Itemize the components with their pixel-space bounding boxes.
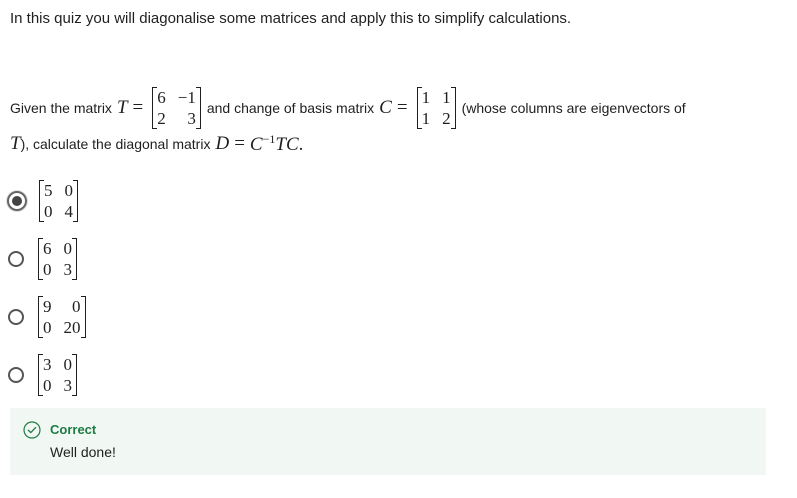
radio-unselected-icon[interactable] [8,251,24,267]
question-part-1: Given the matrix [10,100,112,116]
check-circle-icon [23,421,41,439]
T-matrix-entry: 2 [157,109,166,128]
option-matrix[interactable] [38,238,77,280]
equals-sign: = [132,97,144,118]
T-symbol: T [116,97,128,118]
option-matrix-entry: 0 [43,318,52,337]
C-matrix-entry: 1 [421,109,431,128]
option-matrix-entry: 0 [44,202,53,221]
option-matrix[interactable] [38,296,86,338]
answer-option-4[interactable] [8,346,90,404]
T-symbol: T [10,133,21,154]
T-matrix-entry: 3 [187,109,196,128]
feedback-panel [10,408,766,475]
question-part-3: (whose columns are eigenvectors of [461,100,686,116]
option-matrix-entry: 0 [63,355,72,374]
option-matrix-entry: 0 [63,239,72,258]
feedback-message: Well done! [50,444,116,460]
question-part-4: ), calculate the diagonal matrix [20,136,211,152]
answer-options [8,172,90,404]
question-line-2 [10,132,780,156]
period: . [298,134,304,155]
option-matrix[interactable] [39,180,78,222]
C-matrix [417,87,456,129]
option-matrix[interactable] [38,354,77,396]
C-matrix-entry: 2 [442,109,451,128]
inverse-exponent: −1 [262,132,276,146]
C-symbol: C [379,97,392,118]
TC-symbol: TC [275,134,299,155]
option-matrix-entry: 9 [43,297,52,316]
equals-sign: = [396,97,408,118]
option-matrix-entry: 20 [63,318,81,337]
answer-option-1[interactable] [8,172,90,230]
question-text [10,84,780,156]
radio-unselected-icon[interactable] [8,309,24,325]
option-matrix-entry: 0 [64,181,73,200]
option-matrix-entry: 0 [72,297,81,316]
quiz-intro: In this quiz you will diagonalise some matrices and apply this to simplify calculations. [10,10,572,27]
radio-selected-icon[interactable] [7,191,27,211]
C-matrix-entry: 1 [442,88,451,107]
question-line-1 [10,84,780,132]
option-matrix-entry: 5 [44,181,53,200]
option-matrix-entry: 0 [43,376,52,395]
C-symbol: C [249,134,263,155]
T-matrix [152,87,201,129]
T-matrix-entry: 6 [157,88,166,107]
equals-sign: = [234,133,245,154]
option-matrix-entry: 6 [43,239,52,258]
T-matrix-entry: −1 [177,88,196,107]
C-matrix-entry: 1 [421,88,431,107]
option-matrix-entry: 3 [63,376,72,395]
D-symbol: D [215,133,230,154]
option-matrix-entry: 3 [63,260,72,279]
answer-option-2[interactable] [8,230,90,288]
radio-unselected-icon[interactable] [8,367,24,383]
option-matrix-entry: 4 [64,202,73,221]
feedback-title: Correct [50,422,97,437]
option-matrix-entry: 0 [43,260,52,279]
option-matrix-entry: 3 [43,355,52,374]
question-part-2: and change of basis matrix [206,100,375,116]
answer-option-3[interactable] [8,288,90,346]
C-inverse [250,132,303,156]
